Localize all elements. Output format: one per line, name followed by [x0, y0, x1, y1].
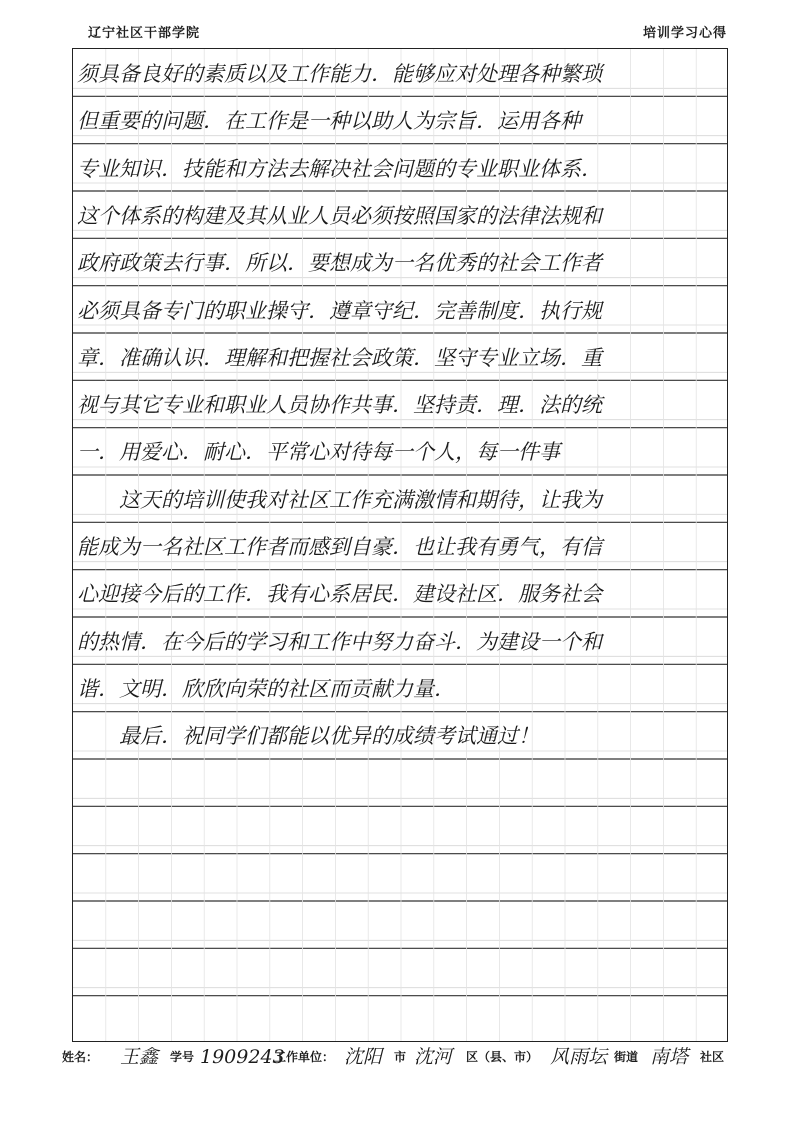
- street-label: 街道: [614, 1050, 639, 1064]
- street-value: 风雨坛: [550, 1046, 608, 1068]
- text-line: 但重要的问题．在工作是一种以助人为宗旨．运用各种: [77, 109, 581, 134]
- name-value: 王鑫: [120, 1046, 159, 1068]
- text-line: 必须具备专门的职业操守．遵章守纪．完善制度．执行规: [77, 298, 602, 323]
- text-line: 心迎接今后的工作．我有心系居民．建设社区．服务社会: [77, 582, 602, 607]
- text-line: 政府政策去行事．所以．要想成为一名优秀的社会工作者: [77, 251, 602, 276]
- institution-header: 辽宁社区干部学院: [88, 26, 201, 41]
- text-line: 须具备良好的素质以及工作能力．能够应对处理各种繁琐: [77, 62, 602, 86]
- district-value: 沈河: [414, 1046, 453, 1068]
- text-line: 一．用爱心．耐心．平常心对待每一个人，每一件事: [77, 440, 560, 465]
- text-line: 专业知识．技能和方法去解决社会问题的专业职业体系．: [77, 156, 602, 181]
- name-label: 姓名：: [62, 1050, 99, 1064]
- text-line: 章．准确认识．理解和把握社会政策．坚守专业立场．重: [77, 345, 602, 370]
- city-value: 沈阳: [344, 1046, 383, 1068]
- document-type-header: 培训学习心得: [642, 26, 727, 41]
- city-label: 市: [394, 1050, 407, 1064]
- community-value: 南塔: [650, 1046, 689, 1068]
- text-line: 谐．文明．欣欣向荣的社区而贡献力量．: [77, 676, 455, 701]
- district-label: 区（县、市）: [466, 1050, 539, 1064]
- writing-grid-sheet: [72, 48, 728, 1042]
- text-line: 最后．祝同学们都能以优异的成绩考试通过！: [77, 724, 539, 749]
- text-line: 的热情．在今后的学习和工作中努力奋斗．为建设一个和: [77, 629, 602, 654]
- student-id-value: 1909243: [200, 1046, 285, 1068]
- text-line: 这个体系的构建及其从业人员必须按照国家的法律法规和: [77, 203, 602, 228]
- text-line: 能成为一名社区工作者而感到自豪．也让我有勇气，有信: [77, 535, 602, 559]
- footer-info: [62, 1044, 752, 1070]
- community-label: 社区: [700, 1050, 725, 1064]
- student-id-label: 学号: [170, 1050, 195, 1064]
- work-unit-label: 工作单位：: [274, 1050, 335, 1064]
- text-line: 这天的培训使我对社区工作充满激情和期待，让我为: [77, 487, 602, 512]
- text-line: 视与其它专业和职业人员协作共事．坚持责．理．法的统: [77, 393, 602, 418]
